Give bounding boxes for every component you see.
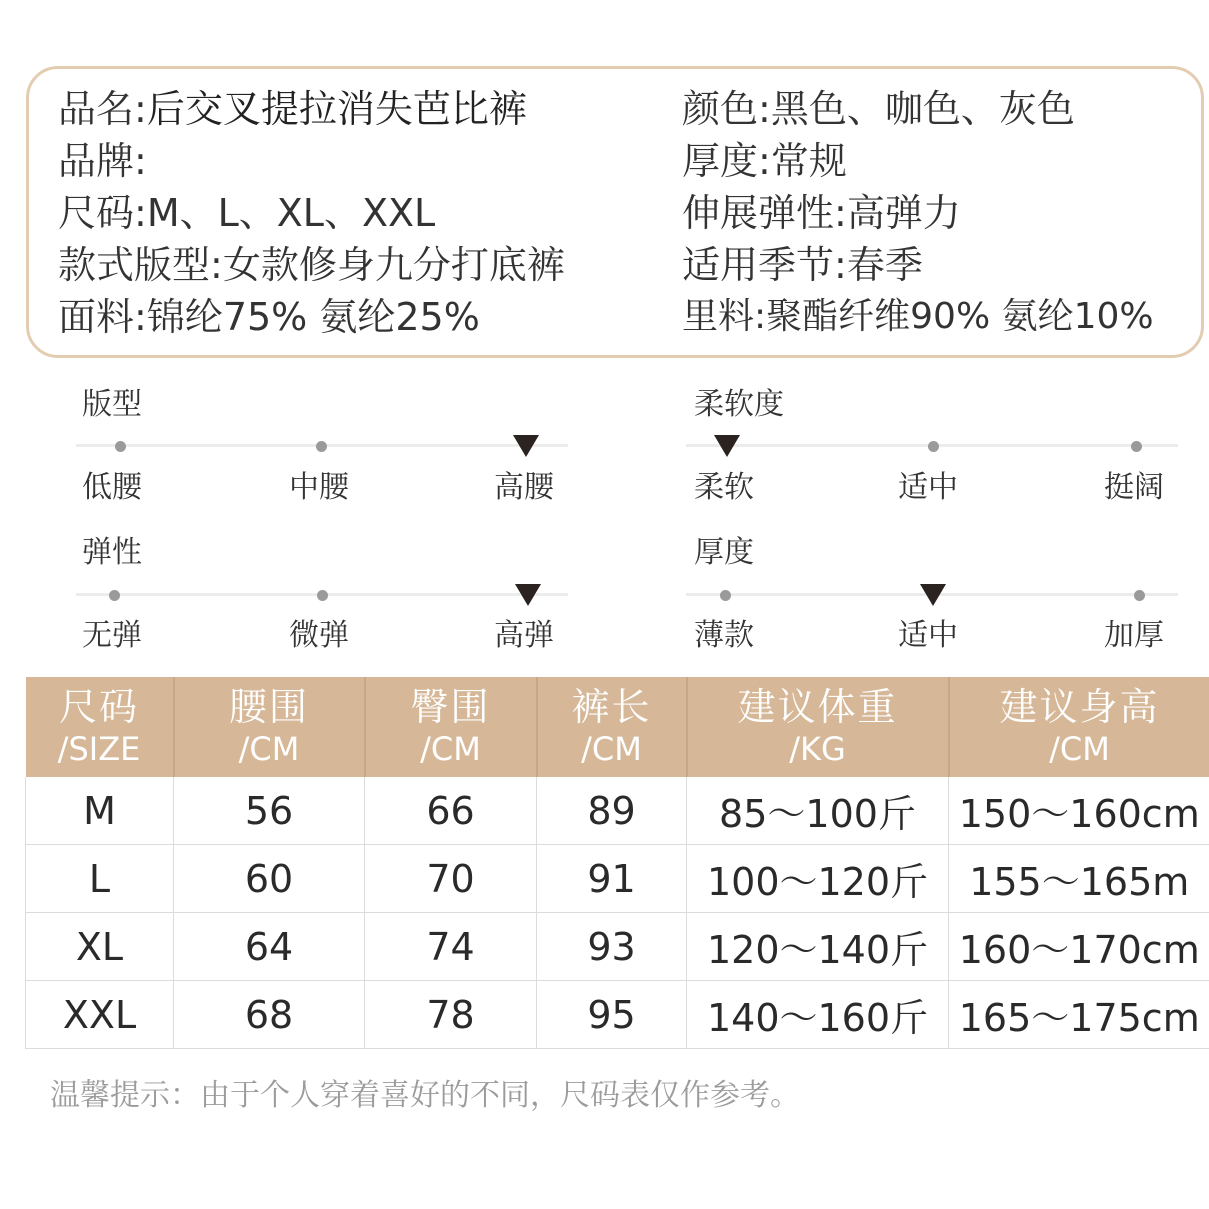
table-cell: 68 <box>174 981 365 1049</box>
column-header-height <box>949 677 1209 777</box>
product-name-value: 后交叉提拉消失芭比裤 <box>146 87 527 131</box>
softness-scale-title: 柔软度 <box>694 387 784 422</box>
table-cell: XXL <box>26 981 174 1049</box>
table-row <box>26 777 1209 845</box>
thickness-value: 常规 <box>770 139 847 183</box>
table-cell: 78 <box>365 981 537 1049</box>
season-label: 适用季节: <box>682 243 847 287</box>
elasticity-option-label: 无弹 <box>82 618 142 653</box>
table-cell: 89 <box>537 777 687 845</box>
table-cell: 56 <box>174 777 365 845</box>
table-cell: 70 <box>365 845 537 913</box>
product-name-row <box>58 86 527 132</box>
elasticity-option-label: 高弹 <box>494 618 554 653</box>
thickness-option-label: 加厚 <box>1104 618 1164 653</box>
header-main: 建议身高 <box>999 685 1160 729</box>
thickness-row <box>682 138 847 184</box>
fit-option-label: 高腰 <box>494 470 554 505</box>
season-value: 春季 <box>846 243 923 287</box>
stretch-value: 高弹力 <box>846 191 961 235</box>
table-cell: M <box>26 777 174 845</box>
thickness-scale-dot <box>1134 590 1145 601</box>
fit-selected-marker-icon <box>513 435 539 457</box>
elasticity-scale-title: 弹性 <box>82 535 142 570</box>
stretch-row <box>682 190 961 236</box>
header-unit: /SIZE <box>57 730 141 768</box>
header-unit: /CM <box>581 730 642 768</box>
header-main: 裤长 <box>571 685 652 729</box>
elasticity-scale-dot <box>317 590 328 601</box>
table-cell: 140～160斤 <box>687 981 949 1049</box>
softness-scale-dot <box>1131 441 1142 452</box>
table-row <box>26 845 1209 913</box>
thickness-option-label: 薄款 <box>694 618 754 653</box>
thickness-option-label: 适中 <box>898 618 958 653</box>
table-cell: 93 <box>537 913 687 981</box>
column-header-waist <box>174 677 365 777</box>
table-row <box>26 913 1209 981</box>
softness-option-label: 挺阔 <box>1104 470 1164 505</box>
season-row <box>682 242 923 288</box>
header-unit: /CM <box>1049 730 1110 768</box>
size-label: 尺码: <box>58 191 147 235</box>
header-unit: /KG <box>789 730 846 768</box>
fit-scale-title: 版型 <box>82 387 142 422</box>
softness-option-label: 柔软 <box>694 470 754 505</box>
table-cell: 66 <box>365 777 537 845</box>
fabric-label: 面料: <box>58 295 147 339</box>
softness-selected-marker-icon <box>714 435 740 457</box>
fit-scale-dot <box>115 441 126 452</box>
table-cell: 85～100斤 <box>687 777 949 845</box>
color-value: 黑色、咖色、灰色 <box>770 87 1075 131</box>
product-name-label: 品名: <box>58 87 147 131</box>
header-unit: /CM <box>238 730 300 768</box>
header-main: 建议体重 <box>737 685 898 729</box>
table-cell: 100～120斤 <box>687 845 949 913</box>
brand-row <box>58 138 147 184</box>
thickness-selected-marker-icon <box>920 584 946 606</box>
softness-scale-dot <box>928 441 939 452</box>
table-header-row <box>26 677 1209 777</box>
table-cell: 91 <box>537 845 687 913</box>
lining-row <box>682 294 1154 340</box>
stretch-label: 伸展弹性: <box>682 191 847 235</box>
table-cell: 155～165m <box>949 845 1209 913</box>
table-row <box>26 981 1209 1049</box>
table-cell: XL <box>26 913 174 981</box>
fit-scale-dot <box>316 441 327 452</box>
header-main: 腰围 <box>228 685 309 729</box>
column-header-hip <box>365 677 537 777</box>
table-cell: 160～170cm <box>949 913 1209 981</box>
style-label: 款式版型: <box>58 243 223 287</box>
fit-option-label: 低腰 <box>82 470 142 505</box>
brand-label: 品牌: <box>58 139 147 183</box>
style-value: 女款修身九分打底裤 <box>222 243 565 287</box>
fabric-value: 锦纶75% 氨纶25% <box>146 295 480 339</box>
table-cell: 95 <box>537 981 687 1049</box>
size-value: M、L、XL、XXL <box>146 191 436 235</box>
thickness-scale-title: 厚度 <box>694 535 754 570</box>
lining-value: 聚酯纤维90% 氨纶10% <box>766 296 1154 337</box>
elasticity-selected-marker-icon <box>515 584 541 606</box>
size-row <box>58 190 435 236</box>
style-row <box>58 242 565 288</box>
table-cell: 120～140斤 <box>687 913 949 981</box>
table-cell: 74 <box>365 913 537 981</box>
column-header-length <box>537 677 687 777</box>
table-cell: L <box>26 845 174 913</box>
table-cell: 64 <box>174 913 365 981</box>
fit-option-label: 中腰 <box>289 470 349 505</box>
elasticity-option-label: 微弹 <box>289 618 349 653</box>
softness-option-label: 适中 <box>898 470 958 505</box>
header-main: 尺码 <box>58 685 139 729</box>
column-header-weight <box>687 677 949 777</box>
fabric-row <box>58 294 480 340</box>
table-cell: 165～175cm <box>949 981 1209 1049</box>
size-tip-note: 温馨提示：由于个人穿着喜好的不同，尺码表仅作参考。 <box>50 1078 800 1113</box>
table-cell: 60 <box>174 845 365 913</box>
table-cell: 150～160cm <box>949 777 1209 845</box>
color-row <box>682 86 1075 132</box>
thickness-scale-dot <box>720 590 731 601</box>
lining-label: 里料: <box>682 296 767 337</box>
header-unit: /CM <box>420 730 481 768</box>
size-chart-table <box>25 677 1209 1049</box>
thickness-label: 厚度: <box>682 139 771 183</box>
elasticity-scale-dot <box>109 590 120 601</box>
color-label: 颜色: <box>682 87 771 131</box>
header-main: 臀围 <box>410 685 491 729</box>
column-header-size <box>26 677 174 777</box>
